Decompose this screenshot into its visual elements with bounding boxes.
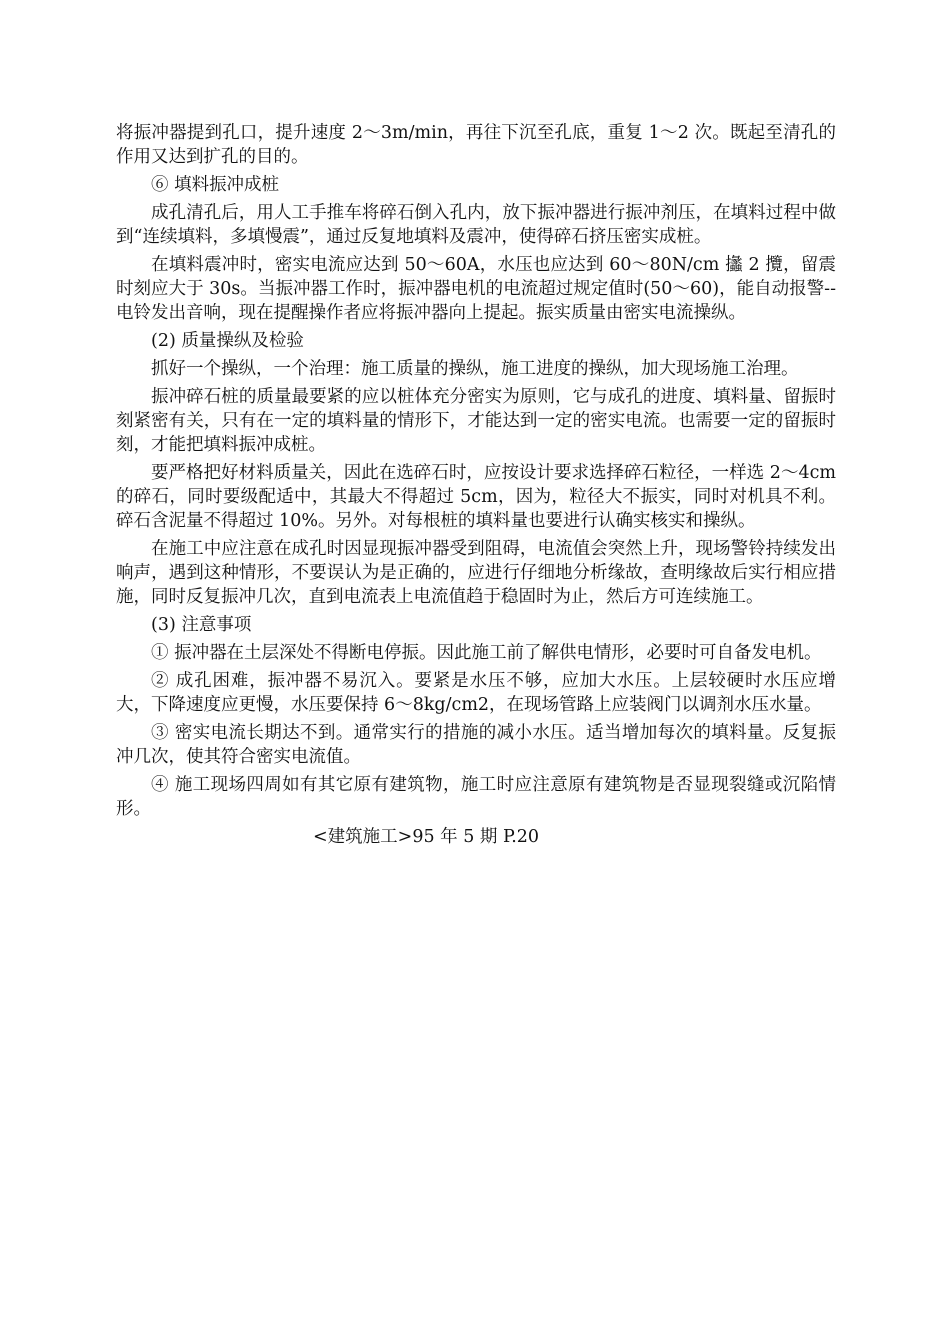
document-body bbox=[116, 121, 836, 853]
precaution-item-2: ② 成孔困难，振冲器不易沉入。要紧是水压不够，应加大水压。上层较硬时水压应增大，下降速度应更慢，水压要保持 6～8kg/cm2，在现场管路上应装阀门以调剂水压水量。 bbox=[116, 671, 836, 715]
source-citation: <建筑施工>95 年 5 期 P.20 bbox=[313, 827, 540, 847]
section-heading-quality-control: (2) 质量操纵及检验 bbox=[151, 331, 304, 351]
paragraph-fill-gravel: 成孔清孔后，用人工手推车将碎石倒入孔内，放下振冲器进行振冲剂压，在填料过程中做到“连续填料，多填慢震”，通过反复地填料及震冲，使得碎石挤压密实成桩。 bbox=[116, 203, 836, 247]
paragraph-pile-quality: 振冲碎石桩的质量最要紧的应以桩体充分密实为原则，它与成孔的进度、填料量、留振时刻紧密有关，只有在一定的填料量的情形下，才能达到一定的密实电流。也需要一定的留振时刻，才能把填料振冲成桩。 bbox=[116, 387, 836, 455]
step-heading-fill-pile: ⑥ 填料振冲成桩 bbox=[151, 175, 280, 195]
precaution-item-3: ③ 密实电流长期达不到。通常实行的措施的减小水压。适当增加每次的填料量。反复振冲几次，使其符合密实电流值。 bbox=[116, 723, 836, 767]
paragraph-construction-notes: 在施工中应注意在成孔时因显现振冲器受到阻碍，电流值会突然上升，现场警铃持续发出响声，遇到这种情形，不要误认为是正确的，应进行仔细地分析缘故，查明缘故后实行相应措施，同时反复振冲几次，直到电流表上电流值趋于稳固时为止，然后方可连续施工。 bbox=[116, 539, 836, 607]
paragraph-dense-current: 在填料震冲时，密实电流应达到 50～60A，水压也应达到 60～80N/cm 攭 2 攬，留震时刻应大于 30s。当振冲器工作时，振冲器电机的电流超过规定值时(50～60)，能自动报警--电铃发出音响，现在提醒操作者应将振冲器向上提起。振实质量由密实电流操纵。 bbox=[116, 255, 836, 323]
section-heading-precautions: (3) 注意事项 bbox=[151, 615, 252, 635]
paragraph-lift-vibrator: 将振冲器提到孔口，提升速度 2～3m/min，再往下沉至孔底，重复 1～2 次。既起至清孔的作用又达到扩孔的目的。 bbox=[116, 123, 836, 167]
precaution-item-1: ① 振冲器在土层深处不得断电停振。因此施工前了解供电情形，必要时可自备发电机。 bbox=[151, 643, 822, 663]
paragraph-material-quality: 要严格把好材料质量关，因此在选碎石时，应按设计要求选择碎石粒径，一样选 2～4cm 的碎石，同时要级配适中，其最大不得超过 5cm，因为，粒径大不振实，同时对机具不利。碎石含泥量不得超过 10%。另外。对每根桩的填料量也要进行认确实核实和操纵。 bbox=[116, 463, 836, 531]
paragraph-management: 抓好一个操纵，一个治理：施工质量的操纵，施工进度的操纵，加大现场施工治理。 bbox=[151, 359, 799, 379]
precaution-item-4: ④ 施工现场四周如有其它原有建筑物，施工时应注意原有建筑物是否显现裂缝或沉陷情形。 bbox=[116, 775, 836, 819]
